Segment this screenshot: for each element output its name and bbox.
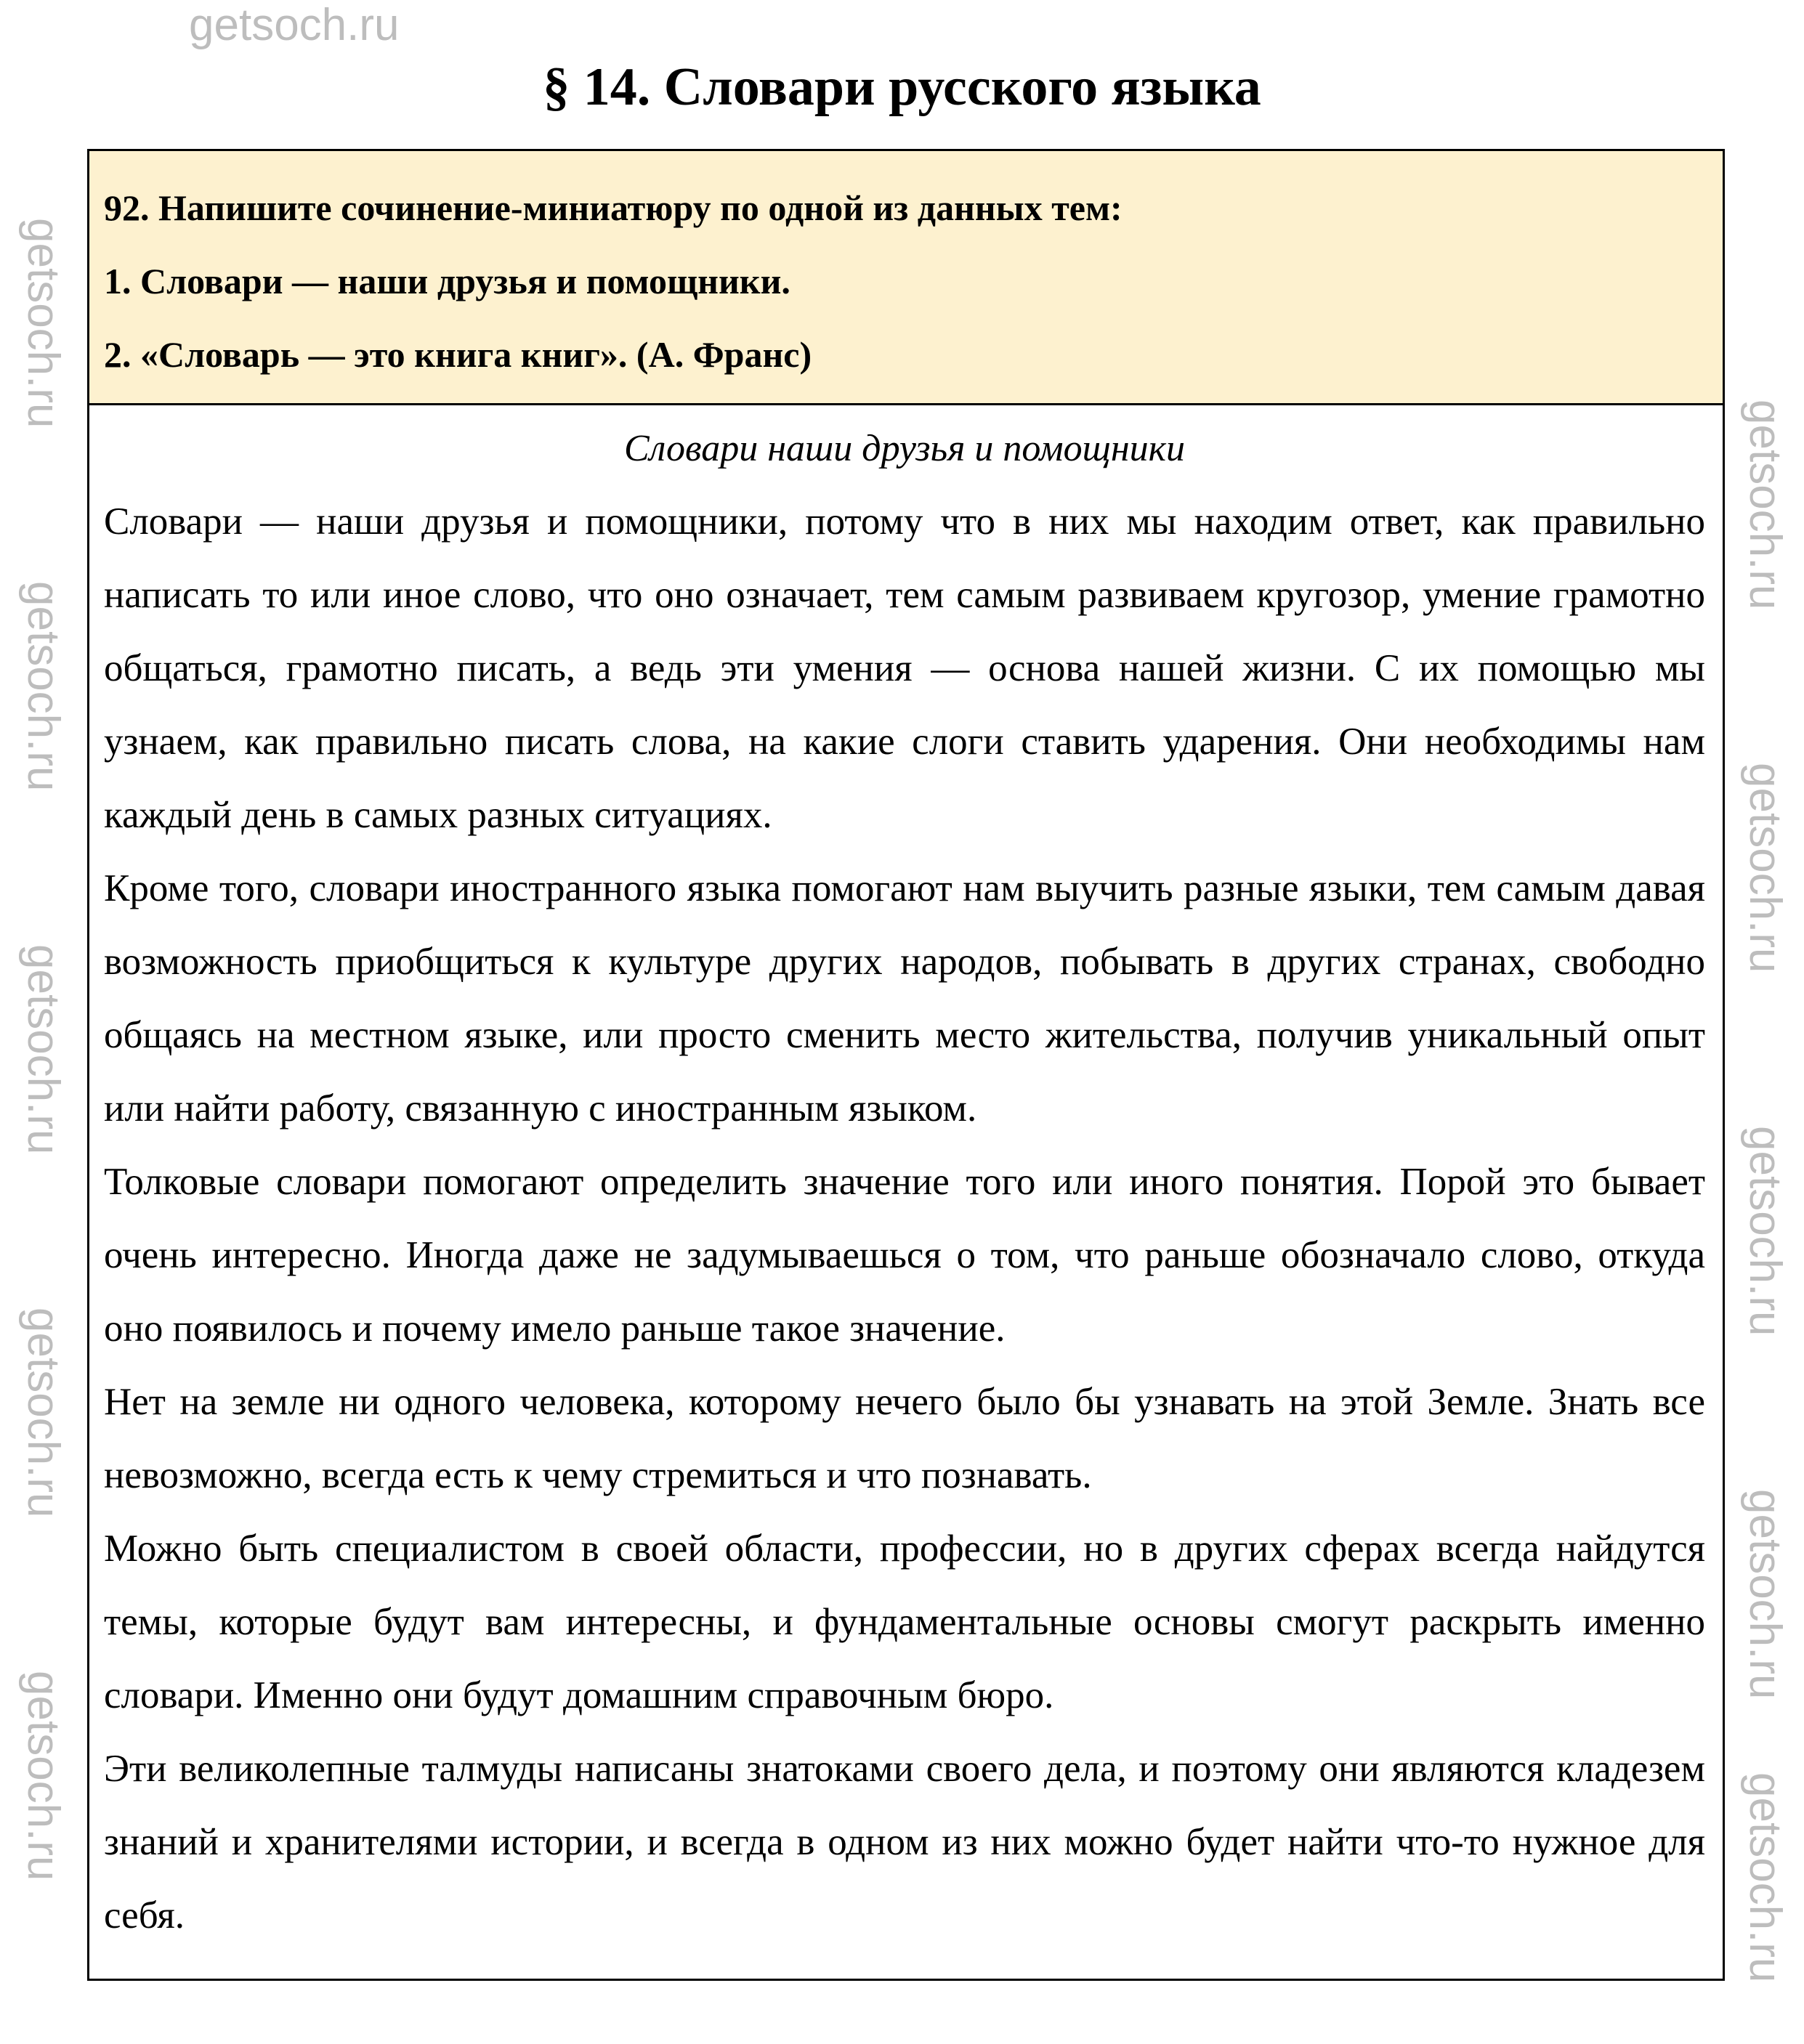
exercise-box <box>87 149 1725 1981</box>
essay-paragraph: Можно быть специалистом в своей области, профессии, но в других сферах всегда найдутся темы, которые будут вам интересны, и фундаментальные основы смогут раскрыть именно словари. Именно они будут домашним справочным бюро. <box>104 1528 1705 1716</box>
watermark: getsoch.ru <box>18 944 68 1155</box>
watermark: getsoch.ru <box>1740 400 1790 610</box>
essay-paragraph: Словари — наши друзья и помощники, потому что в них мы находим ответ, как правильно написать то или иное слово, что оно означает, тем самым развиваем кругозор, умение грамотно общаться, грамотно писать, а ведь эти умения — основа нашей жизни. С их помощью мы узнаем, как правильно писать слова, на какие слоги ставить ударения. Они необходимы нам каждый день в самых разных ситуациях. <box>104 500 1705 836</box>
page-title: § 14. Словари русского языка <box>543 57 1261 117</box>
watermark: getsoch.ru <box>18 218 68 429</box>
essay-paragraph: Толковые словари помогают определить значение того или иного понятия. Порой это бывает очень интересно. Иногда даже не задумываешься о том, что раньше обозначало слово, откуда оно появилось и почему имело раньше такое значение. <box>104 1161 1705 1350</box>
essay-panel <box>89 405 1723 1967</box>
watermark: getsoch.ru <box>18 581 68 792</box>
watermark: getsoch.ru <box>1740 1489 1790 1700</box>
task-panel <box>89 151 1723 405</box>
essay-paragraph: Эти великолепные талмуды написаны знатоками своего дела, и поэтому они являются кладезем знаний и хранителями истории, и всегда в одном из них можно будет найти что-то нужное для себя. <box>104 1748 1705 1936</box>
watermark: getsoch.ru <box>1740 763 1790 973</box>
task-topic-1: 1. Словари — наши друзья и помощники. <box>104 261 790 301</box>
essay-paragraph: Нет на земле ни одного человека, которому нечего было бы узнавать на этой Земле. Знать все невозможно, всегда есть к чему стремиться и что познавать. <box>104 1381 1705 1496</box>
essay-paragraph: Кроме того, словари иностранного языка помогают нам выучить разные языки, тем самым давая возможность приобщиться к культуре других народов, побывать в других странах, свободно общаясь на местном языке, или просто сменить место жительства, получив уникальный опыт или найти работу, связанную с иностранным языком. <box>104 867 1705 1130</box>
essay-title: Словари наши друзья и помощники <box>624 428 1185 469</box>
watermark: getsoch.ru <box>1740 1126 1790 1337</box>
task-topic-2: 2. «Словарь — это книга книг». (А. Франс) <box>104 334 812 375</box>
task-instruction: 92. Напишите сочинение-миниатюру по одной из данных тем: <box>104 187 1123 228</box>
watermark: getsoch.ru <box>189 0 400 50</box>
watermark: getsoch.ru <box>1740 1772 1790 1983</box>
watermark: getsoch.ru <box>18 1671 68 1881</box>
watermark: getsoch.ru <box>18 1307 68 1518</box>
